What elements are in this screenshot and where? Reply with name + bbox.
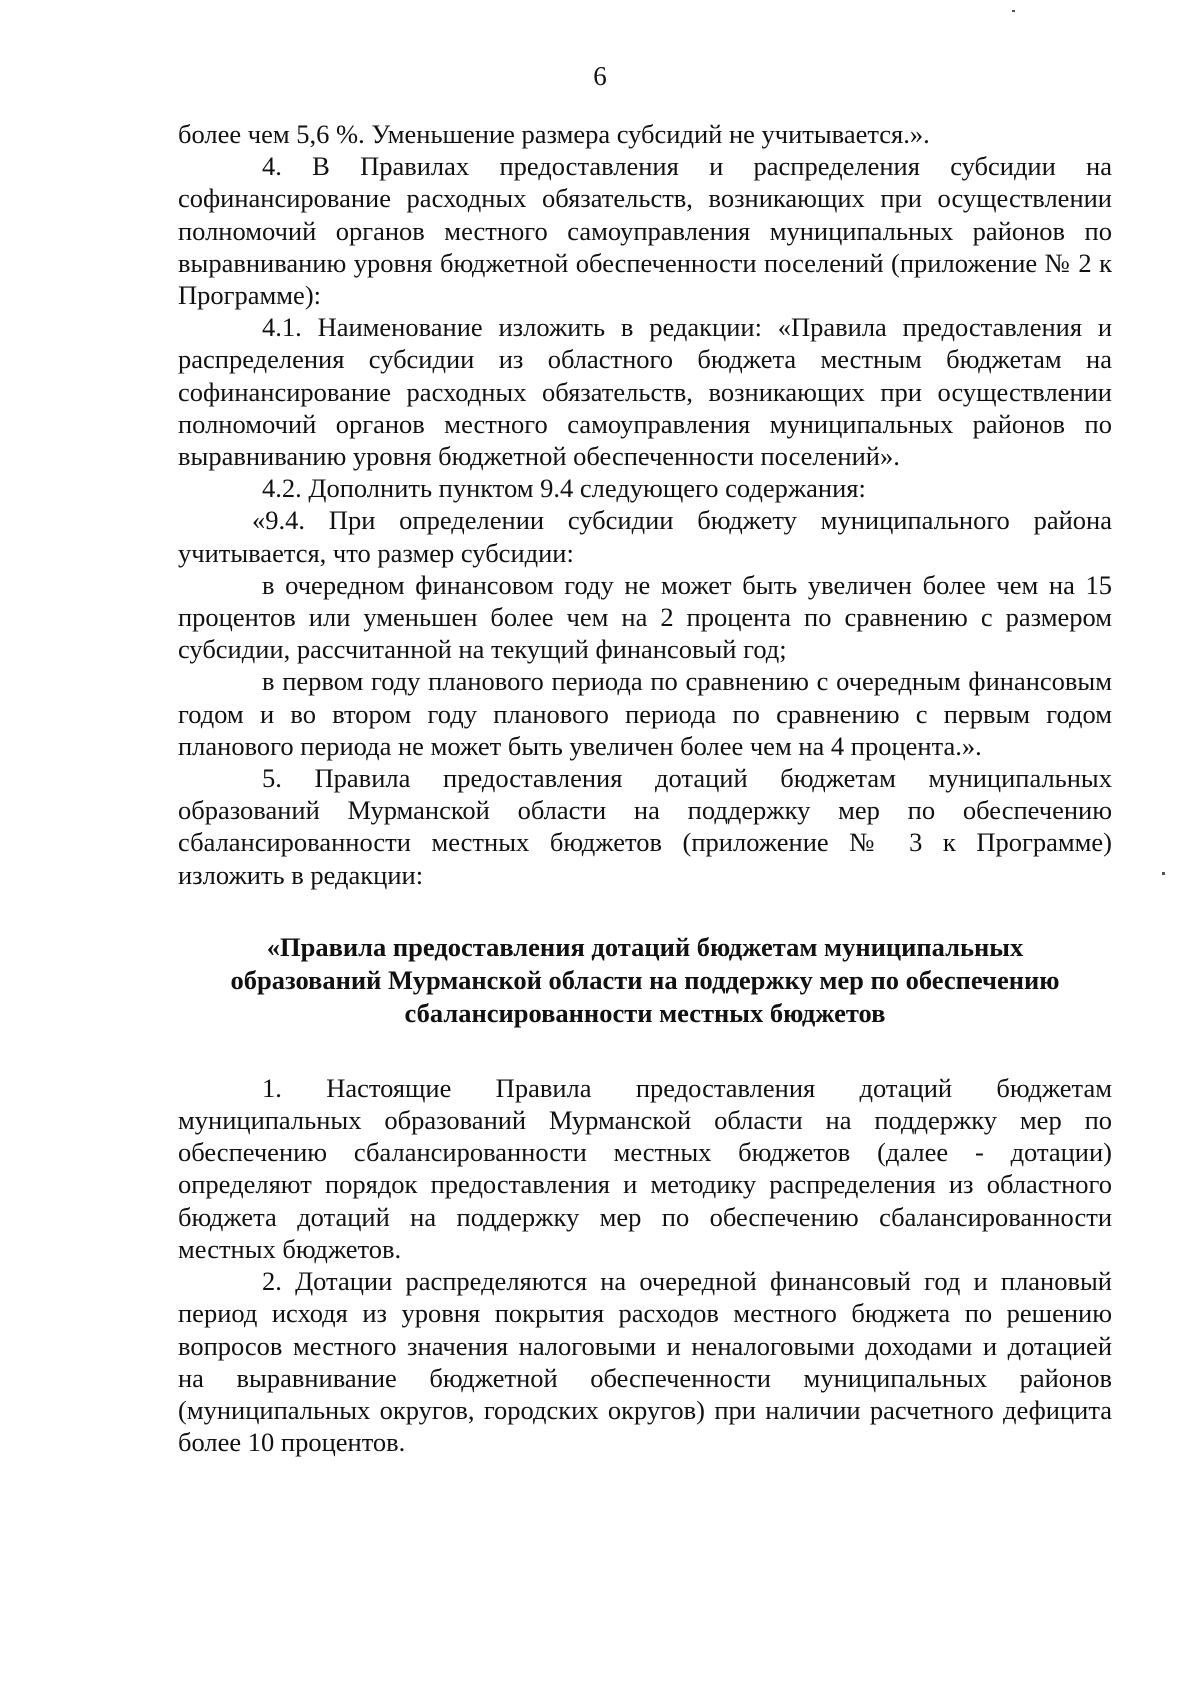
page-number: 6: [593, 61, 607, 91]
paragraph-item-4-2: 4.2. Дополнить пунктом 9.4 следующего содержания:: [262, 473, 866, 504]
section-heading-line: «Правила предоставления дотаций бюджетам муниципальных: [266, 931, 1024, 962]
section-heading: [178, 931, 1112, 1030]
paragraph-subsidy-limit-1: в очередном финансовом году не может быть увеличен более чем на 15 процентов или уменьшен более чем на 2 процента по сравнению с размером субсидии, рассчитанной на текущий финансовый год;: [178, 569, 1112, 665]
paragraph-item-5: 5. Правила предоставления дотаций бюджетам муниципальных образований Мурманской области на поддержку мер по обеспечению сбалансированности местных бюджетов (приложение № 3 к Программе) изложить в редакции:: [178, 763, 1112, 890]
paragraph-continuation: более чем 5,6 %. Уменьшение размера субсидий не учитывается.».: [178, 119, 930, 149]
scan-speck: [1012, 10, 1015, 12]
section-heading-line: образований Мурманской области на поддержку мер по обеспечению: [230, 964, 1060, 995]
paragraph-item-9-4: «9.4. При определении субсидии бюджету муниципального района учитывается, что размер субсидии:: [178, 505, 1112, 568]
paragraph-subsidy-limit-2: в первом году планового периода по сравнению с очередным финансовым годом и во втором году планового периода по сравнению с первым годом планового периода не может быть увеличен более чем на 4 процента.».: [178, 666, 1112, 761]
paragraph-item-4: 4. В Правилах предоставления и распределения субсидии на софинансирование расходных обязательств, возникающих при осуществлении полномочий органов местного самоуправления муниципальных районов по выравниванию уровня бюджетной обеспеченности поселений (приложение № 2 к Программе):: [178, 151, 1112, 311]
paragraph-rule-1: 1. Настоящие Правила предоставления дотаций бюджетам муниципальных образований Мурманской области на поддержку мер по обеспечению сбалансированности местных бюджетов (далее - дотации) определяют порядок предоставления и методику распределения из областного бюджета дотаций на поддержку мер по обеспечению сбалансированности местных бюджетов.: [178, 1072, 1112, 1264]
section-heading-line: сбалансированности местных бюджетов: [404, 997, 886, 1028]
paragraph-item-4-1: 4.1. Наименование изложить в редакции: «Правила предоставления и распределения субсидии из областного бюджета местным бюджетам на софинансирование расходных обязательств, возникающих при осуществлении полномочий органов местного самоуправления муниципальных районов по выравниванию уровня бюджетной обеспеченности поселений».: [178, 312, 1112, 472]
paragraph-rule-2: 2. Дотации распределяются на очередной финансовый год и плановый период исходя из уровня покрытия расходов местного бюджета по решению вопросов местного значения налоговыми и неналоговыми доходами и дотацией на выравнивание бюджетной обеспеченности муниципальных районов (муниципальных округов, городских округов) при наличии расчетного дефицита более 10 процентов.: [178, 1266, 1112, 1458]
document-body: [178, 118, 1112, 1458]
scan-speck: [1162, 872, 1165, 875]
